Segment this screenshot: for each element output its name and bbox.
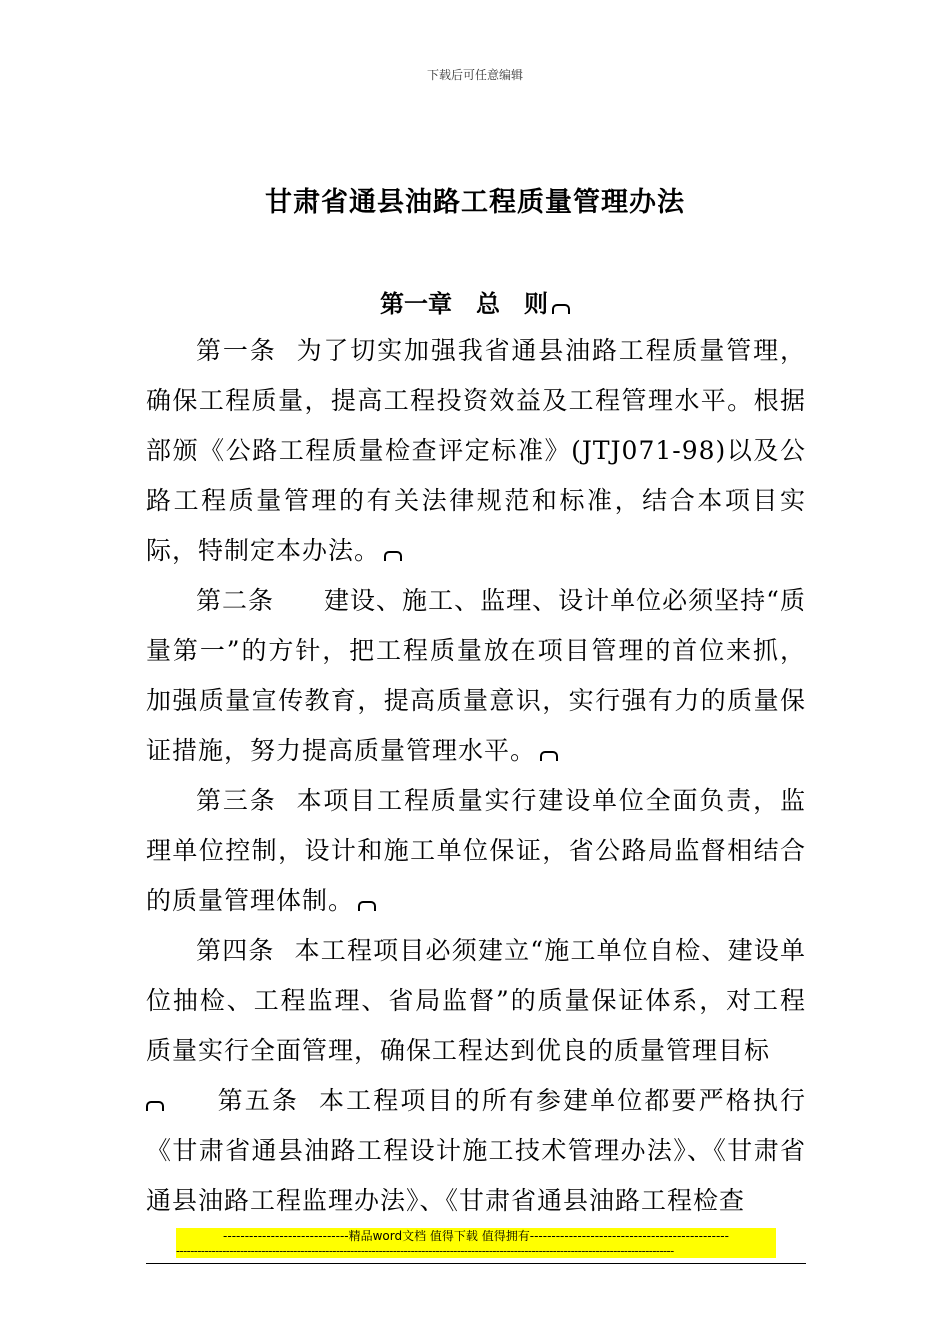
- article-label: 第五条: [216, 1086, 299, 1115]
- document-body: [146, 326, 806, 1226]
- footer-dashes: --------------------------------------------------------------------------------------------------------------------------------------------: [176, 1244, 776, 1258]
- article-2: [146, 576, 806, 776]
- chapter-heading: [0, 284, 950, 319]
- article-text: 本工程项目的所有参建单位都要严格执行《甘肃省通县油路工程设计施工技术管理办法》、《甘肃省通县油路工程监理办法》、《甘肃省通县油路工程检查: [146, 1086, 806, 1215]
- chapter-title-text: 第一章 总 则: [380, 290, 548, 318]
- paragraph-mark-icon: [540, 751, 558, 761]
- article-text: 建设、施工、监理、设计单位必须坚持“质量第一”的方针，把工程质量放在项目管理的首位来抓，加强质量宣传教育，提高质量意识，实行强有力的质量保证措施，努力提高质量管理水平。: [146, 586, 806, 765]
- article-label: 第二条: [196, 586, 275, 615]
- document-title: 甘肃省通县油路工程质量管理办法: [265, 187, 685, 218]
- footer-divider: [146, 1263, 806, 1264]
- article-text: 为了切实加强我省通县油路工程质量管理，确保工程质量，提高工程投资效益及工程管理水平。根据部颁《公路工程质量检查评定标准》(JTJ071-98)以及公路工程质量管理的有关法律规范和标准，结合本项目实际，特制定本办法。: [146, 336, 806, 565]
- article-1: [146, 326, 806, 576]
- article-5: [146, 1076, 806, 1226]
- article-text: 本工程项目必须建立“施工单位自检、建设单位抽检、工程监理、省局监督”的质量保证体系，对工程质量实行全面管理，确保工程达到优良的质量管理目标: [146, 936, 806, 1065]
- paragraph-mark-icon: [384, 551, 402, 561]
- article-3: [146, 776, 806, 926]
- paragraph-mark-icon: [552, 304, 570, 314]
- paragraph-mark-icon: [146, 1101, 164, 1111]
- article-label: 第一条: [196, 336, 277, 365]
- article-4: [146, 926, 806, 1076]
- paragraph-mark-icon: [358, 901, 376, 911]
- header-note: 下载后可任意编辑: [426, 68, 523, 82]
- footer-banner: -----------------------------精品word文档 值得下载 值得拥有----------------------------------------------: [176, 1228, 776, 1244]
- article-text: 本项目工程质量实行建设单位全面负责，监理单位控制，设计和施工单位保证，省公路局监督相结合的质量管理体制。: [146, 786, 806, 915]
- article-label: 第四条: [196, 936, 275, 965]
- article-label: 第三条: [196, 786, 277, 815]
